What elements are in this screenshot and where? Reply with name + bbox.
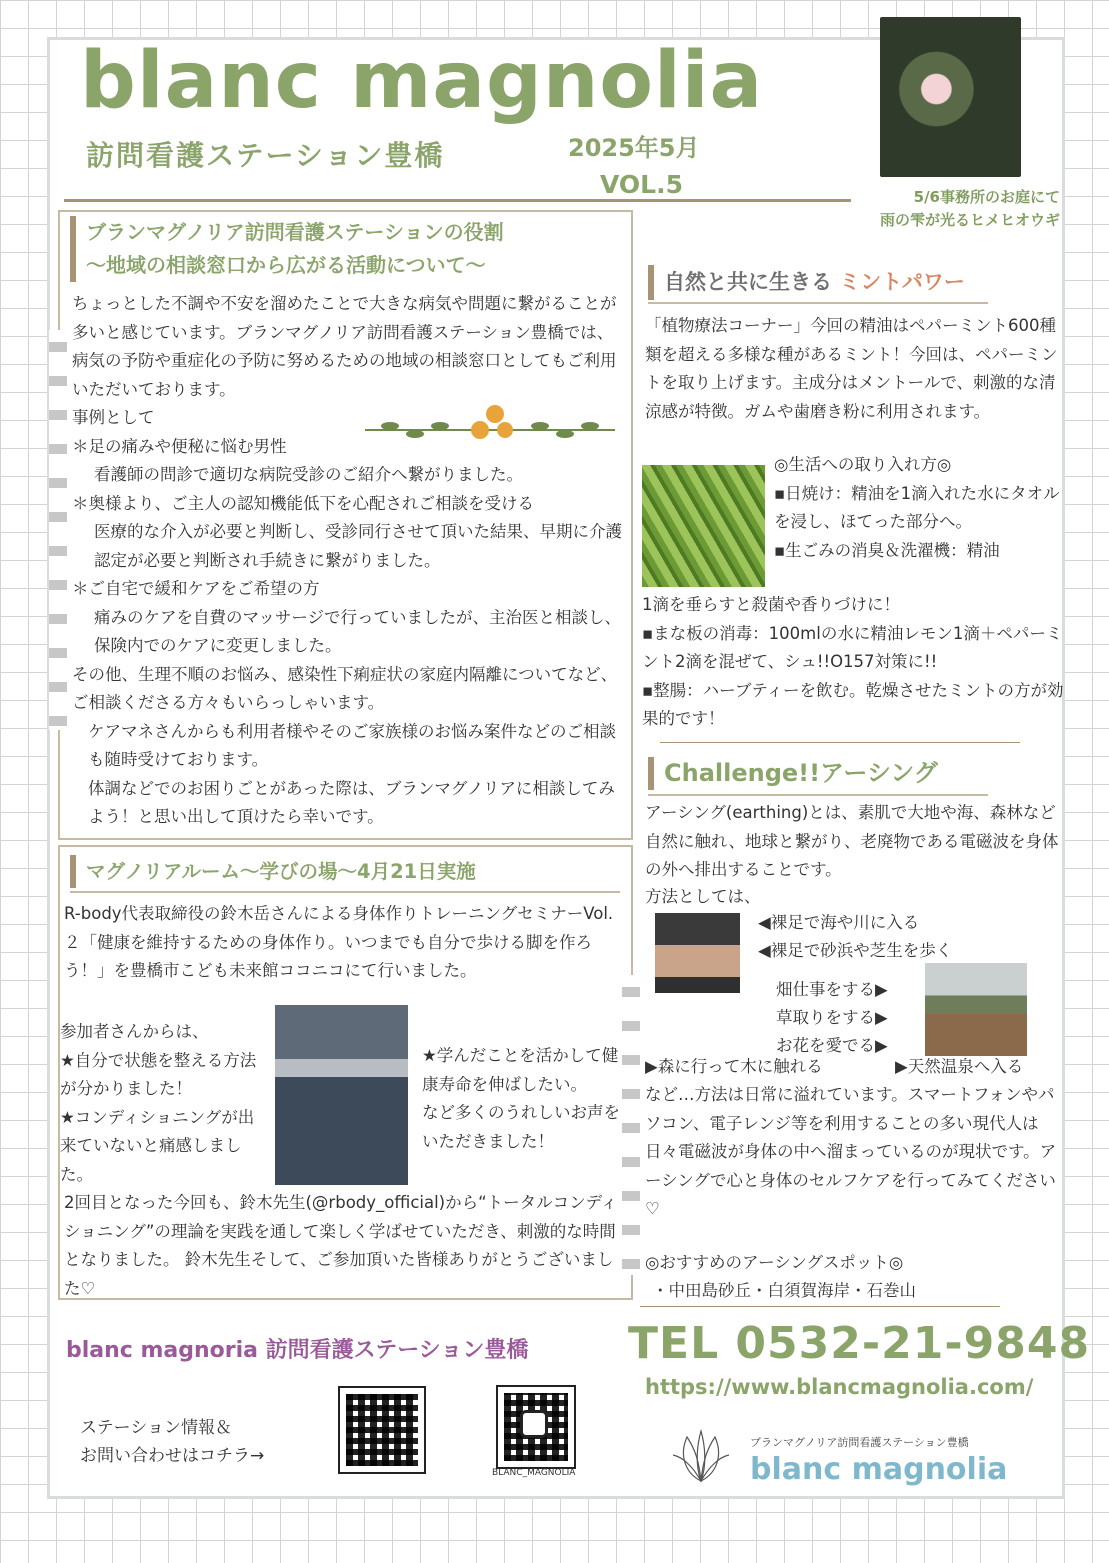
role-paragraph: ケアマネさんからも利用者様やそのご家族様のお悩み案件などのご相談も随時受けております。 [88, 721, 616, 769]
logo-text: blanc magnolia [750, 1452, 1008, 1487]
uses-heading: ◎生活への取り入れ方◎ [774, 455, 952, 474]
use-item: 1滴を垂らすと殺菌や香りづけに！ [642, 595, 900, 614]
feedback-line: など多くのうれしいお声をいただきました！ [422, 1103, 620, 1151]
garden-photo [925, 963, 1027, 1056]
case-title: ＊足の痛みや便秘に悩む男性 [72, 436, 287, 456]
issue-date: 2025年5月 [568, 134, 700, 162]
role-title-line-1: ブランマグノリア訪問看護ステーションの役割 [86, 220, 504, 244]
instagram-label: BLANC_MAGNOLIA [492, 1468, 576, 1478]
website-link[interactable]: https://www.blancmagnolia.com/ [645, 1375, 1034, 1399]
method-forest: ▶森に行って木に触れる [645, 1057, 823, 1076]
methods-heading: 方法としては、 [645, 887, 761, 906]
seminar-photo [275, 1005, 408, 1185]
station-info-text [80, 1414, 264, 1470]
caption-line-2: 雨の雫が光るヒメヒオウギ [879, 211, 1060, 229]
role-paragraph: 体調などでのお困りごとがあった際は、ブランマグノリアに相談してみよう！と思い出して頂けたら幸いです。 [88, 778, 615, 826]
method-flower: お花を愛でる▶ [776, 1036, 888, 1055]
case-title: ＊ご自宅で緩和ケアをご希望の方 [72, 579, 320, 598]
binder-rings-left [49, 330, 67, 730]
mint-title-main: 自然と共に生きる [664, 270, 832, 294]
phone-number[interactable]: TEL 0532-21-9848 [628, 1318, 1091, 1369]
role-paragraph: 事例として [72, 408, 155, 427]
website-qr-code[interactable] [340, 1388, 424, 1472]
instagram-icon [520, 1410, 548, 1438]
use-item: ▪まな板の消毒：100mlの水に精油レモン1滴＋ペパーミント2滴を混ぜて、シュ!!O157対策に!! [642, 623, 1063, 671]
logo-subtitle: ブランマグノリア訪問看護ステーション豊橋 [750, 1436, 969, 1449]
earthing-section-title: Challenge!!アーシング [648, 757, 938, 790]
case-result: 看護師の問診で適切な病院受診のご紹介へ繋がりました。 [94, 465, 523, 484]
binder-rings-middle [622, 975, 640, 1275]
brand-subtitle: 訪問看護ステーション豊橋 [86, 139, 445, 172]
room-feedback-right [422, 1042, 622, 1156]
feedback-line: ★コンディショニングが出来ていないと痛感しました。 [60, 1107, 255, 1184]
feedback-line: ★学んだことを活かして健康寿命を伸ばしたい。 [422, 1046, 619, 1094]
flower-photo [880, 17, 1021, 177]
case-result: 医療的な介入が必要と判断し、受診同行させて頂いた結果、早期に介護認定が必要と判断され手続きに繋がりました。 [94, 522, 622, 570]
room-title-underline [70, 891, 620, 893]
mint-title-underline [648, 302, 988, 304]
photo-caption [830, 186, 1060, 232]
mint-uses [774, 451, 1064, 565]
brand-title: blanc magnolia [80, 36, 764, 126]
caption-line-1: 5/6事務所のお庭にて [913, 188, 1060, 206]
spots-heading: ◎おすすめのアーシングスポット◎ [645, 1253, 904, 1272]
section-divider [640, 1306, 1000, 1307]
header-divider [64, 199, 851, 202]
method-weed: 草取りをする▶ [776, 1008, 888, 1027]
mint-photo [642, 465, 765, 587]
method-sea: ◀裸足で海や川に入る [758, 913, 920, 932]
mint-uses-more [642, 591, 1064, 734]
use-item: ▪日焼け：精油を1滴入れた水にタオルを浸し、ほてった部分へ。 [774, 483, 1060, 531]
role-section-title [70, 216, 504, 282]
feet-photo [655, 913, 740, 993]
magnolia-logo-icon [665, 1425, 737, 1487]
volume-number: VOL.5 [600, 170, 683, 199]
use-item: ▪整腸：ハーブティーを飲む。乾燥させたミントの方が効果的です！ [642, 680, 1064, 728]
feedback-line: ★自分で状態を整える方法が分かりました！ [60, 1050, 257, 1098]
footer-station-name: blanc magnoria 訪問看護ステーション豊橋 [66, 1338, 529, 1363]
room-feedback-left [60, 1018, 270, 1189]
role-paragraph: ちょっとした不調や不安を溜めたことで大きな病気や問題に繋がることが多いと感じています。ブランマグノリア訪問看護ステーション豊橋では、病気の予防や重症化の予防に努めるための地域の相談窓口としてもご利用いただいております。 [72, 294, 617, 399]
method-field: 畑仕事をする▶ [776, 980, 888, 999]
station-info-line-1: ステーション情報＆ [80, 1418, 232, 1438]
case-title: ＊奥様より、ご主人の認知機能低下を心配されご相談を受ける [72, 493, 534, 513]
mint-title-accent: ミントパワー [839, 270, 965, 294]
role-paragraph: その他、生理不順のお悩み、感染性下痢症状の家庭内隔離についてなど、ご相談くださる方々もいらっしゃいます。 [72, 664, 618, 712]
feedback-line: 参加者さんからは、 [60, 1022, 209, 1041]
room-section-title: マグノリアルーム〜学びの場〜4月21日実施 [70, 855, 476, 888]
station-info-line-2: お問い合わせはコチラ→ [80, 1446, 265, 1466]
earthing-intro: アーシング(earthing)とは、素肌で大地や海、森林など自然に触れ、地球と繋がり、老廃物である電磁波を身体の外へ排出することです。 [645, 803, 1059, 879]
spots-list: ・中田島砂丘・白須賀海岸・石巻山 [652, 1281, 916, 1300]
section-divider [660, 742, 1020, 743]
earthing-body: など…方法は日常に溢れています。スマートフォンやパソコン、電子レンジ等を利用することの多い現代人は日々電磁波が身体の中へ溜まっているのが現状です。アーシングで心と身体のセルフケアを行ってみてください♡ [645, 1085, 1057, 1218]
room-closing: 2回目となった今回も、鈴木先生(@rbody_official)から“トータルコンディショニング”の理論を実践を通して楽しく学ばせていただき、刺激的な時間となりました。 鈴木先生そして、ご参加頂いた皆様ありがとうございました♡ [64, 1193, 618, 1298]
flower-ornament-icon [360, 400, 620, 450]
mint-intro: 「植物療法コーナー」今回の精油はペパーミント600種類を超える多様な種があるミント！今回は、ペパーミントを取り上げます。主成分はメントールで、刺激的な清涼感が特徴。ガムや歯磨き粉に利用されます。 [645, 316, 1058, 421]
room-intro: R-body代表取締役の鈴木岳さんによる身体作りトレーニングセミナーVol.２「健康を維持するための身体作り。いつまでも自分で歩ける脚を作ろう！」を豊橋市こども未来館ココニコにて行いました。 [64, 904, 614, 980]
method-onsen: ▶天然温泉へ入る [895, 1057, 1024, 1076]
earthing-title-underline [648, 794, 988, 796]
mint-section-title [648, 265, 965, 300]
role-section-body [72, 290, 628, 832]
role-title-line-2: 〜地域の相談窓口から広がる活動について〜 [86, 253, 486, 277]
case-result: 痛みのケアを自費のマッサージで行っていましたが、主治医と相談し、保険内でのケアに変更しました。 [94, 607, 622, 655]
use-item: ▪生ごみの消臭＆洗濯機：精油 [774, 540, 1000, 560]
method-beach: ◀裸足で砂浜や芝生を歩く [758, 941, 953, 960]
